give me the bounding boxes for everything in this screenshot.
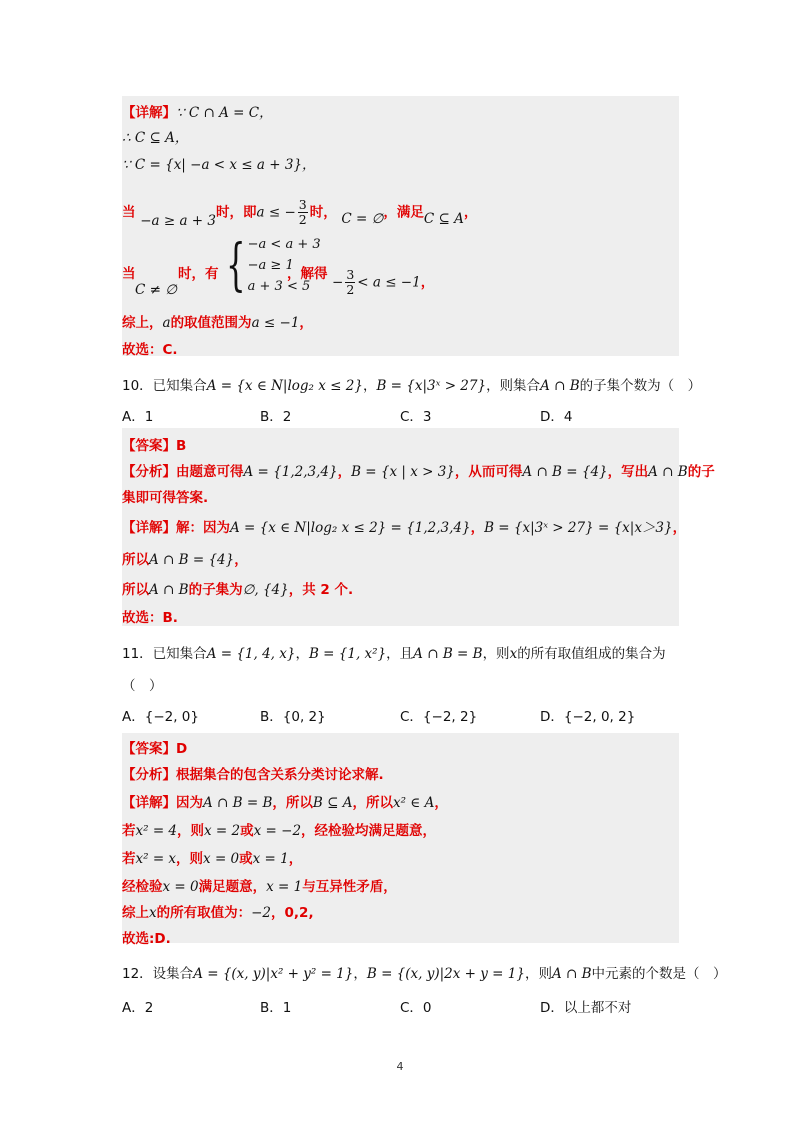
text: 当 xyxy=(122,204,136,221)
q9-detail-line-3 xyxy=(122,153,316,173)
math-expr: A ∩ B = B xyxy=(203,795,273,811)
text: ， xyxy=(420,274,435,291)
q12-option-b: B．1 xyxy=(260,1000,292,1016)
math-expr: B ⊆ A xyxy=(312,795,353,811)
math-expr: ∅, {4} xyxy=(242,582,289,598)
q12-stem xyxy=(122,962,727,982)
text: ， xyxy=(337,464,352,480)
fraction xyxy=(345,268,355,297)
q10-answer: 【答案】B xyxy=(122,438,187,454)
q10-stem xyxy=(122,374,701,394)
q9-detail-line-7: 故选：C. xyxy=(122,342,178,358)
math-expr: A ∩ B xyxy=(648,464,688,480)
q10-detail-line-3 xyxy=(122,578,353,598)
text: ，则集合 xyxy=(486,378,541,394)
q10-option-c: C．3 xyxy=(400,409,432,425)
text: 所以 xyxy=(122,552,149,568)
left-brace: { xyxy=(226,232,246,298)
text: 的所有取值为： xyxy=(156,905,252,921)
math-expr: x = 0 xyxy=(203,851,240,867)
text: 时，有 xyxy=(178,266,219,282)
text: ，写出 xyxy=(607,464,649,480)
math-expr: a xyxy=(162,315,171,331)
q11-detail-line-2 xyxy=(122,819,436,839)
system-row: −a < a + 3 xyxy=(247,237,321,252)
q10-solution-block xyxy=(122,428,715,626)
q10-analysis-line-1 xyxy=(122,460,715,480)
q9-detail-line-4 xyxy=(122,198,477,227)
text: 若 xyxy=(122,823,136,839)
q11-option-b: B．{0, 2} xyxy=(260,709,326,725)
text: ， xyxy=(672,520,687,536)
math-expr: B = {x|3ˣ > 27} = {x|x＞3} xyxy=(484,520,673,536)
detail-label: 【详解】 xyxy=(122,520,176,536)
text: 若 xyxy=(122,851,136,867)
math-expr: A ∩ B xyxy=(540,378,580,394)
q11-answer: 【答案】D xyxy=(122,741,188,757)
math-expr: x = 1 xyxy=(266,879,303,895)
q10-option-b: B．2 xyxy=(260,409,292,425)
text: 或 xyxy=(240,823,254,839)
detail-label: 【详解】 xyxy=(122,795,176,811)
math-expr: C ⊆ A xyxy=(423,210,464,227)
text: 时，即 xyxy=(216,204,257,221)
q11-option-a: A．{−2, 0} xyxy=(122,709,199,725)
math-expr: x = 0 xyxy=(162,879,199,895)
math-expr: −a ≥ a + 3 xyxy=(140,212,216,229)
text: 10．已知集合 xyxy=(122,378,207,394)
text: 的子集个数为（ ） xyxy=(579,378,702,394)
q11-solution-block xyxy=(122,733,679,947)
math-expr: x = 1 xyxy=(252,851,289,867)
math-expr: A = {1, 4, x} xyxy=(206,646,296,662)
q9-detail-line-5-text xyxy=(178,262,219,282)
math-expr: x² = x xyxy=(135,851,177,867)
math-expr: x xyxy=(509,646,518,662)
fraction-denominator: 2 xyxy=(346,282,355,297)
math-expr: ∵ C = {x| −a < x ≤ a + 3}， xyxy=(122,157,316,173)
text: ，满足 xyxy=(383,204,424,221)
math-expr: C = ∅ xyxy=(341,210,384,227)
math-expr: B = {x|3ˣ > 27} xyxy=(376,378,487,394)
fraction-numerator: 3 xyxy=(346,267,355,282)
text: 的取值范围为 xyxy=(170,315,252,331)
math-expr: A ∩ B xyxy=(551,966,592,982)
q9-detail-line-5 xyxy=(122,262,136,282)
text: ，从而可得 xyxy=(454,464,523,480)
q9-detail-line-1 xyxy=(122,101,273,121)
detail-label: 【详解】 xyxy=(122,105,176,121)
text: 当 xyxy=(122,266,136,282)
math-expr: A ∩ B = {4} xyxy=(522,464,608,480)
text: ， xyxy=(288,851,303,867)
text: ，经检验均满足题意， xyxy=(301,823,437,839)
math-expr: A = {x ∈ N|log₂ x ≤ 2} = {1,2,3,4} xyxy=(230,520,471,536)
text: 的所有取值组成的集合为 xyxy=(517,646,666,662)
q10-detail-line-4: 故选：B. xyxy=(122,610,178,626)
text: 经检验 xyxy=(122,879,163,895)
math-expr: C ≠ ∅ xyxy=(135,282,177,298)
q10-detail-line-1 xyxy=(122,516,686,536)
math-expr: A ∩ B = B xyxy=(413,646,483,662)
q11-stem-line-2: （ ） xyxy=(122,678,163,694)
q9-detail-line-6 xyxy=(122,311,313,331)
math-expr: x xyxy=(149,905,157,921)
text: ， xyxy=(362,378,377,394)
q9-detail-line-5-result xyxy=(287,262,328,282)
math-expr: x = 2 xyxy=(204,823,241,839)
analysis-label: 【分析】 xyxy=(122,464,176,480)
text: ，则 xyxy=(482,646,510,662)
system-row: a + 3 < 5 xyxy=(247,279,311,294)
math-expr: A ∩ B = {4} xyxy=(149,552,235,568)
q11-detail-line-5 xyxy=(122,901,314,921)
text: 与互异性矛盾， xyxy=(302,879,397,895)
text: ，则 xyxy=(176,851,204,867)
q11-detail-line-6: 故选:D. xyxy=(122,931,171,947)
q11-detail-line-1 xyxy=(122,791,448,811)
q10-detail-line-2 xyxy=(122,548,248,568)
q11-option-c: C．{−2, 2} xyxy=(400,709,478,725)
q12-option-c: C．0 xyxy=(400,1000,432,1016)
q11-option-d: D．{−2, 0, 2} xyxy=(540,709,636,725)
q9-result-expr xyxy=(332,268,434,297)
math-expr: a ≤ − xyxy=(256,204,296,221)
q11-stem xyxy=(122,642,666,662)
q10-option-a: A．1 xyxy=(122,409,154,425)
math-expr: −2 xyxy=(251,905,272,921)
math-expr: B = {(x, y)|2x + y = 1} xyxy=(366,966,525,982)
text: ，共 2 个. xyxy=(288,582,354,598)
math-expr: A = {1,2,3,4} xyxy=(243,464,338,480)
math-expr: B = {1, x²} xyxy=(308,646,387,662)
q11-detail-line-4 xyxy=(122,875,397,895)
text: ， xyxy=(463,204,478,221)
text: 解：因为 xyxy=(176,520,230,536)
text: 时， xyxy=(309,204,337,221)
q10-analysis-line-2: 集即可得答案. xyxy=(122,490,209,506)
text: ， xyxy=(299,315,313,331)
fraction xyxy=(298,198,308,227)
q11-analysis: 【分析】根据集合的包含关系分类讨论求解. xyxy=(122,767,384,783)
math-expr: x = −2 xyxy=(253,823,302,839)
math-expr: B = {x | x > 3} xyxy=(351,464,455,480)
text: 综上 xyxy=(122,905,149,921)
fraction-numerator: 3 xyxy=(298,197,307,212)
text: ， xyxy=(295,646,309,662)
text: ，所以 xyxy=(352,795,393,811)
text: 因为 xyxy=(176,795,203,811)
text: 综上， xyxy=(122,315,163,331)
q9-detail-line-2 xyxy=(122,126,188,146)
q12-option-a: A．2 xyxy=(122,1000,154,1016)
math-expr: < a ≤ −1 xyxy=(357,274,421,291)
text: ，且 xyxy=(386,646,414,662)
text: 11．已知集合 xyxy=(122,646,207,662)
text: ， xyxy=(470,520,485,536)
text: 中元素的个数是（ ） xyxy=(591,966,727,982)
math-expr: ∵ C ∩ A = C， xyxy=(176,105,273,121)
math-expr: ∴ C ⊆ A， xyxy=(122,130,189,146)
math-expr: x² ∈ A xyxy=(392,795,435,811)
fraction-denominator: 2 xyxy=(298,212,307,227)
math-expr: − xyxy=(332,274,344,291)
q10-option-d: D．4 xyxy=(540,409,573,425)
q9-solution-block xyxy=(122,96,679,356)
text: 的子集为 xyxy=(188,582,243,598)
text: ， xyxy=(353,966,367,982)
math-expr: a ≤ −1 xyxy=(251,315,300,331)
q12-option-d: D．以上都不对 xyxy=(540,1000,632,1016)
text: 由题意可得 xyxy=(176,464,244,480)
page-number: 4 xyxy=(396,1060,404,1073)
text: ，解得 xyxy=(287,266,328,282)
text: ，所以 xyxy=(272,795,313,811)
q11-detail-line-3 xyxy=(122,847,302,867)
text: ，则 xyxy=(177,823,205,839)
math-expr: A = {x ∈ N|log₂ x ≤ 2} xyxy=(206,378,363,394)
text: 的子 xyxy=(687,464,715,480)
text: 12．设集合 xyxy=(122,966,194,982)
text: 所以 xyxy=(122,582,149,598)
text: ， xyxy=(234,552,248,568)
math-expr: A ∩ B xyxy=(149,582,189,598)
text: ，则 xyxy=(524,966,552,982)
text: ，0,2, xyxy=(271,905,314,921)
system-row: −a ≥ 1 xyxy=(247,258,294,273)
text: ， xyxy=(434,795,448,811)
text: 或 xyxy=(239,851,253,867)
text: 满足题意， xyxy=(198,879,267,895)
math-expr: x² = 4 xyxy=(135,823,178,839)
math-expr: A = {(x, y)|x² + y² = 1} xyxy=(193,966,354,982)
q9-condition xyxy=(135,282,177,298)
